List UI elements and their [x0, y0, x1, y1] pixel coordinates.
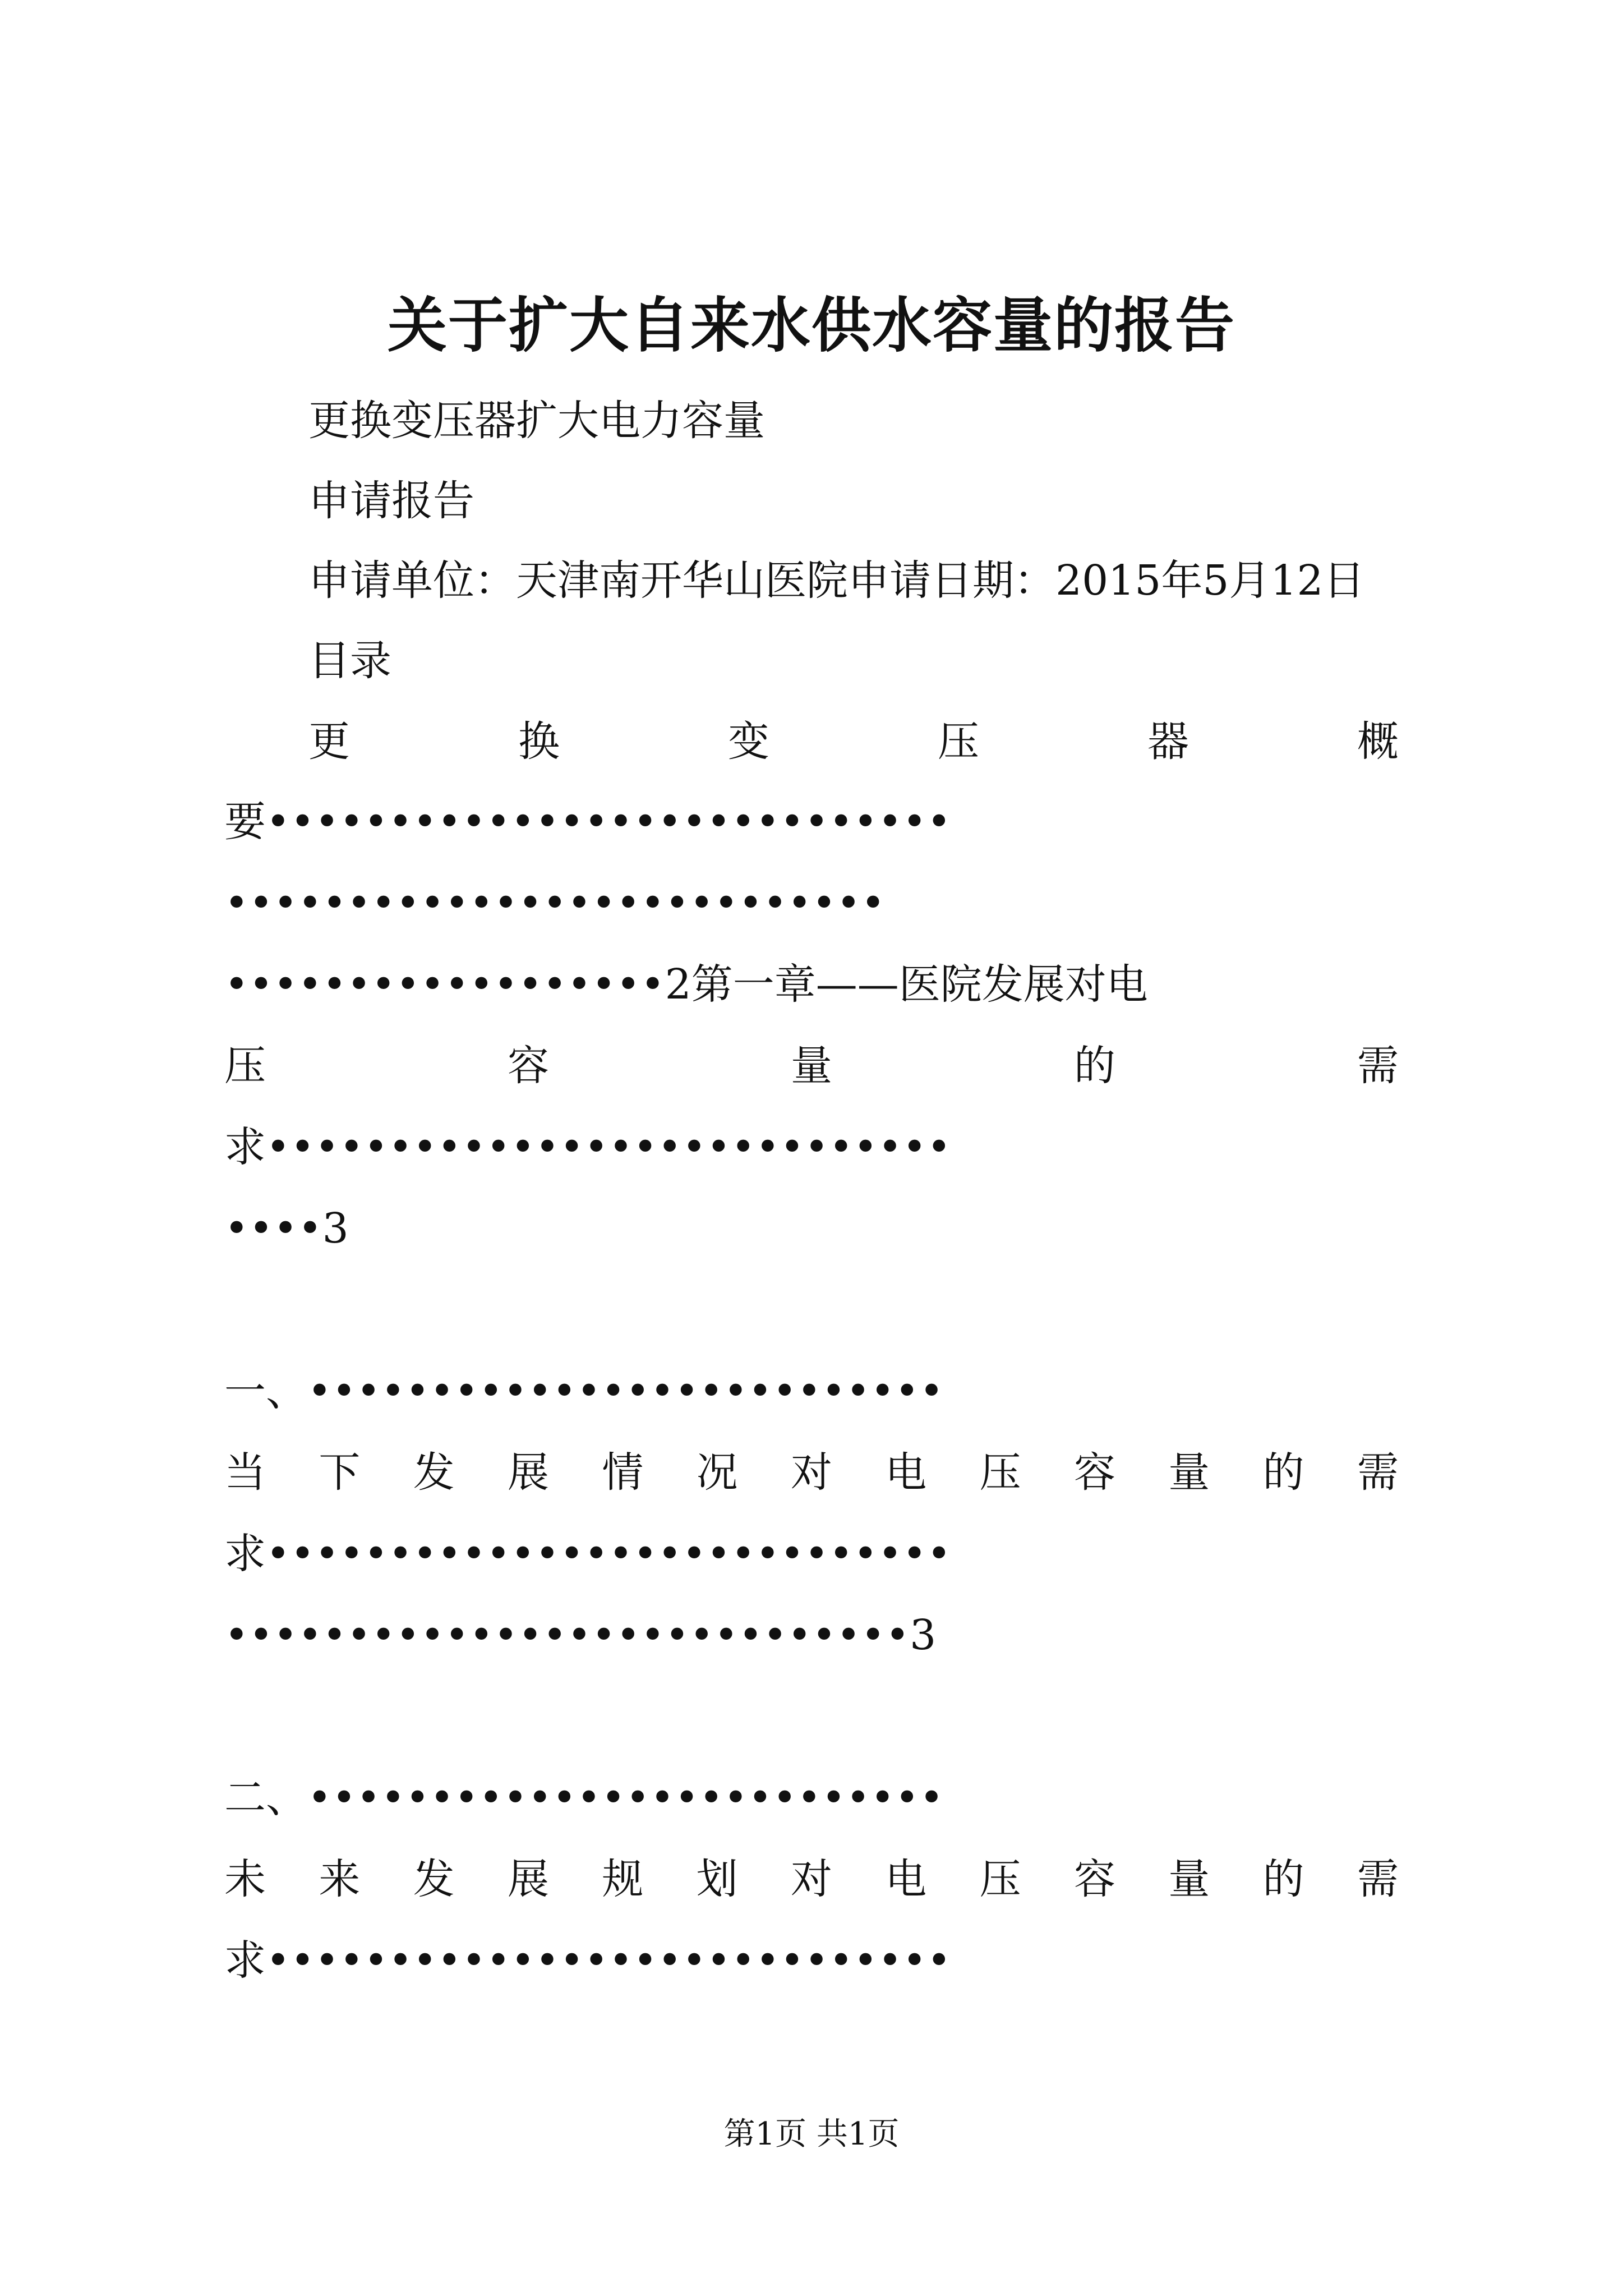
toc-char: 需: [1357, 1042, 1399, 1090]
toc-char: 对: [790, 1855, 832, 1903]
toc-char: 更: [308, 717, 350, 766]
toc-overview-line-4: ••••••••••••••••••2第一章——医院发展对电: [224, 960, 1148, 1009]
toc-char: 当: [224, 1448, 266, 1497]
toc-char: 换: [518, 717, 560, 766]
toc-char: 压: [224, 1042, 266, 1090]
toc-char: 容: [508, 1042, 549, 1090]
toc-char: 发: [413, 1448, 455, 1497]
toc-chapter1-line-2: 求••••••••••••••••••••••••••••: [224, 1123, 952, 1171]
toc-chapter1-line-3: ••••3: [224, 1204, 349, 1253]
toc-char: 展: [507, 1855, 549, 1903]
toc-sec2-line-2: [224, 1851, 1399, 1907]
toc-char: 来: [319, 1855, 361, 1903]
toc-sec2-line-3: 求••••••••••••••••••••••••••••: [224, 1936, 952, 1985]
toc-char: 对: [790, 1448, 832, 1497]
toc-char: 下: [319, 1448, 361, 1497]
toc-char: 器: [1147, 717, 1189, 766]
toc-char: 压: [979, 1448, 1021, 1497]
document-title: 关于扩大自来水供水容量的报告: [388, 290, 1235, 360]
toc-overview-line-1: [308, 714, 1399, 770]
toc-char: 概: [1357, 717, 1399, 766]
toc-char: 规: [602, 1855, 644, 1903]
toc-char: 电: [885, 1855, 927, 1903]
toc-sec1-line-3: 求••••••••••••••••••••••••••••: [224, 1530, 952, 1578]
toc-char: 的: [1262, 1448, 1304, 1497]
toc-char: 容: [1073, 1448, 1115, 1497]
toc-overview-line-3: •••••••••••••••••••••••••••: [224, 879, 886, 927]
toc-char: 发: [413, 1855, 455, 1903]
toc-char: 的: [1074, 1042, 1115, 1090]
page-footer: 第1页 共1页: [723, 2116, 900, 2152]
toc-sec2-line-1: 二、••••••••••••••••••••••••••: [224, 1774, 944, 1822]
toc-char: 量: [791, 1042, 832, 1090]
toc-char: 需: [1357, 1448, 1399, 1497]
toc-heading: 目录: [308, 637, 391, 685]
toc-char: 需: [1357, 1855, 1399, 1903]
subtitle-line-2: 申请报告: [308, 477, 474, 525]
toc-char: 容: [1073, 1855, 1115, 1903]
toc-char: 压: [979, 1855, 1021, 1903]
toc-char: 压: [938, 717, 979, 766]
toc-sec1-line-1: 一、••••••••••••••••••••••••••: [224, 1367, 944, 1415]
toc-chapter1-line-1: [224, 1038, 1399, 1094]
toc-overview-line-2: 要••••••••••••••••••••••••••••: [224, 798, 952, 846]
toc-char: 况: [696, 1448, 738, 1497]
toc-char: 的: [1262, 1855, 1304, 1903]
toc-char: 未: [224, 1855, 266, 1903]
toc-sec1-line-4: ••••••••••••••••••••••••••••3: [224, 1611, 937, 1659]
toc-sec1-line-2: [224, 1444, 1399, 1501]
applicant-line: 申请单位：天津南开华山医院申请日期：2015年5月12日: [308, 556, 1365, 605]
toc-char: 电: [885, 1448, 927, 1497]
toc-char: 变: [728, 717, 769, 766]
toc-char: 展: [507, 1448, 549, 1497]
subtitle-line-1: 更换变压器扩大电力容量: [308, 397, 765, 445]
toc-char: 情: [602, 1448, 644, 1497]
toc-char: 量: [1168, 1855, 1210, 1903]
toc-char: 划: [696, 1855, 738, 1903]
toc-char: 量: [1168, 1448, 1210, 1497]
